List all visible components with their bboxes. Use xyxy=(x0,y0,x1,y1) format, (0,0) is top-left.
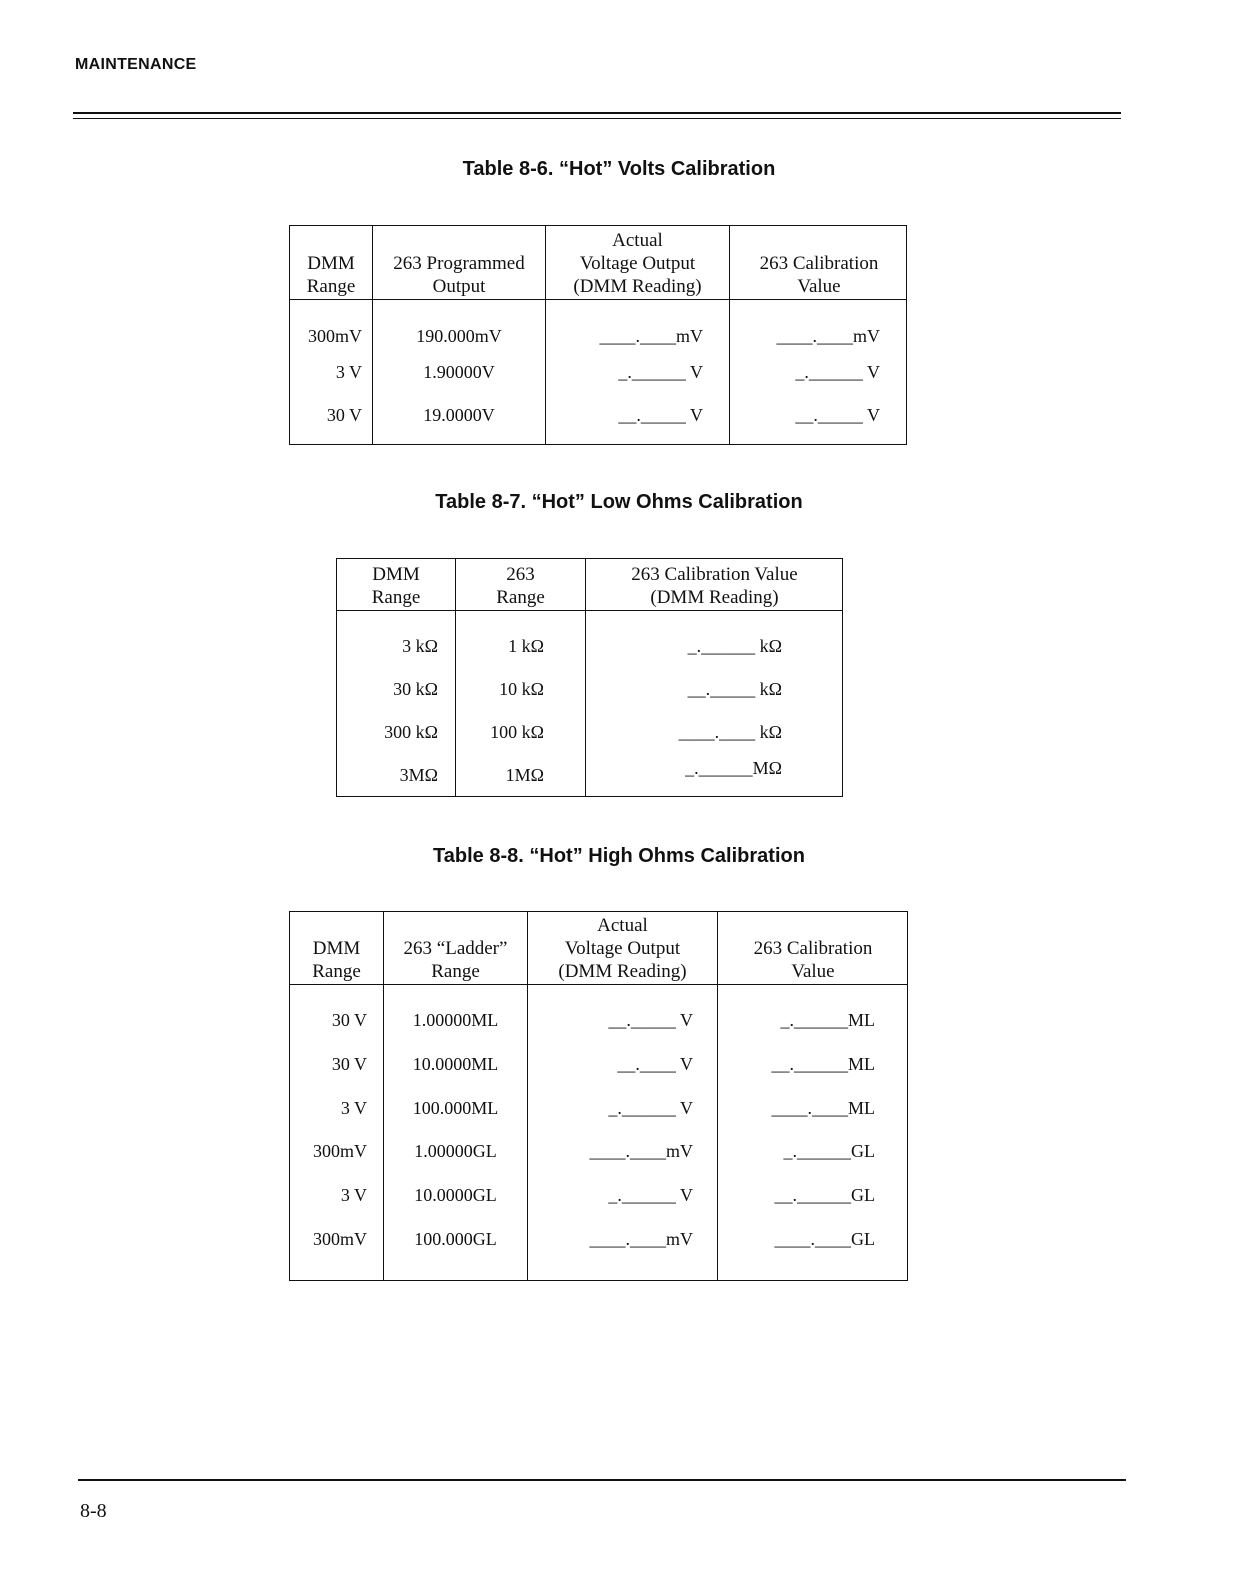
table-8-7-row-3-dmm-range: 300 kΩ xyxy=(384,722,438,742)
table-8-8-row-1-range: 30 V xyxy=(331,1010,367,1030)
table-8-6-row-2-cal-value: _.______ V xyxy=(795,362,880,382)
table-8-6-header-dmm-range: DMM Range xyxy=(306,253,356,297)
table-8-8-row-4-reading: ____.____mV xyxy=(589,1141,693,1161)
table-8-7-row-1-dmm-range: 3 kΩ xyxy=(402,636,438,656)
table-8-6-row-1-output: 190.000mV xyxy=(416,326,502,346)
table-8-6-row-2-output: 1.90000V xyxy=(423,362,495,382)
table-8-7-row-1-cal-value: _.______ kΩ xyxy=(687,636,782,656)
table-8-6-header-programmed-output: 263 Programmed Output xyxy=(393,253,525,297)
table-8-8-row-3-ladder: 100.000ML xyxy=(412,1098,499,1118)
table-8-6-row-1-range: 300mV xyxy=(308,326,362,346)
page-number: 8-8 xyxy=(80,1500,107,1522)
top-rule-thin xyxy=(73,118,1121,119)
table-8-8-row-5-cal-value: __.______GL xyxy=(774,1185,875,1205)
table-8-8-row-6-range: 300mV xyxy=(313,1229,367,1249)
table-8-6-row-2-reading: _.______ V xyxy=(618,362,703,382)
table-8-7-header-dmm-range: DMM Range xyxy=(371,564,421,608)
table-8-7-row-3-cal-value: ____.____ kΩ xyxy=(678,722,782,742)
table-8-8-row-6-cal-value: ____.____GL xyxy=(774,1229,875,1249)
top-rule-thick xyxy=(73,112,1121,114)
table-8-8-row-2-ladder: 10.0000ML xyxy=(412,1054,499,1074)
table-8-7-row-1-263-range: 1 kΩ xyxy=(508,636,544,656)
table-8-8 xyxy=(289,911,908,1281)
table-8-8-row-5-ladder: 10.0000GL xyxy=(414,1185,497,1205)
table-8-7-row-2-cal-value: __._____ kΩ xyxy=(687,679,782,699)
table-8-6-row-3-reading: __._____ V xyxy=(618,405,703,425)
table-8-8-row-4-cal-value: _.______GL xyxy=(783,1141,875,1161)
table-8-7-header-263-range: 263 Range xyxy=(496,564,545,608)
table-8-7-row-4-cal-value: _.______MΩ xyxy=(685,758,782,778)
table-8-6-row-1-cal-value: ____.____mV xyxy=(776,326,880,346)
table-8-6-row-1-reading: ____.____mV xyxy=(599,326,703,346)
table-8-8-row-2-cal-value: __.______ML xyxy=(771,1054,875,1074)
table-8-7-row-4-263-range: 1MΩ xyxy=(505,765,544,785)
table-8-8-caption: Table 8-8. “Hot” High Ohms Calibration xyxy=(433,845,805,867)
table-8-6-caption: Table 8-6. “Hot” Volts Calibration xyxy=(462,158,776,180)
table-8-6-row-3-cal-value: __._____ V xyxy=(795,405,880,425)
table-8-8-row-3-cal-value: ____.____ML xyxy=(771,1098,875,1118)
table-8-6-row-3-output: 19.0000V xyxy=(423,405,495,425)
table-8-8-row-3-range: 3 V xyxy=(340,1098,367,1118)
table-8-8-row-2-range: 30 V xyxy=(331,1054,367,1074)
table-8-8-row-1-cal-value: _.______ML xyxy=(780,1010,875,1030)
table-8-8-row-6-ladder: 100.000GL xyxy=(414,1229,497,1249)
table-8-6 xyxy=(289,225,907,445)
table-8-7-caption: Table 8-7. “Hot” Low Ohms Calibration xyxy=(435,491,803,513)
table-8-8-header-actual-voltage: Actual Voltage Output (DMM Reading) xyxy=(558,915,687,982)
table-8-7-row-2-dmm-range: 30 kΩ xyxy=(393,679,438,699)
table-8-8-row-4-ladder: 1.00000GL xyxy=(414,1141,497,1161)
table-8-8-row-1-ladder: 1.00000ML xyxy=(412,1010,499,1030)
table-8-7-row-3-263-range: 100 kΩ xyxy=(490,722,544,742)
table-8-8-header-dmm-range: DMM Range xyxy=(312,938,361,982)
table-8-8-header-ladder-range: 263 “Ladder” Range xyxy=(403,938,508,982)
table-8-8-row-4-range: 300mV xyxy=(313,1141,367,1161)
table-8-8-row-5-reading: _.______ V xyxy=(608,1185,693,1205)
table-8-8-row-6-reading: ____.____mV xyxy=(589,1229,693,1249)
table-8-8-row-2-reading: __.____ V xyxy=(617,1054,693,1074)
table-8-8-header-calibration-value: 263 Calibration Value xyxy=(753,938,873,982)
table-8-6-row-2-range: 3 V xyxy=(335,362,362,382)
table-8-8-row-3-reading: _.______ V xyxy=(608,1098,693,1118)
table-8-6-header-calibration-value: 263 Calibration Value xyxy=(759,253,879,297)
table-8-7-row-4-dmm-range: 3MΩ xyxy=(399,765,438,785)
table-8-8-row-1-reading: __._____ V xyxy=(608,1010,693,1030)
table-8-6-header-actual-voltage: Actual Voltage Output (DMM Reading) xyxy=(573,230,702,297)
table-8-7-header-calibration-value: 263 Calibration Value (DMM Reading) xyxy=(631,564,798,608)
section-label: MAINTENANCE xyxy=(75,56,197,73)
table-8-7-row-2-263-range: 10 kΩ xyxy=(499,679,544,699)
table-8-7 xyxy=(336,558,843,797)
table-8-6-row-3-range: 30 V xyxy=(326,405,362,425)
table-8-8-row-5-range: 3 V xyxy=(340,1185,367,1205)
bottom-rule xyxy=(78,1479,1126,1481)
